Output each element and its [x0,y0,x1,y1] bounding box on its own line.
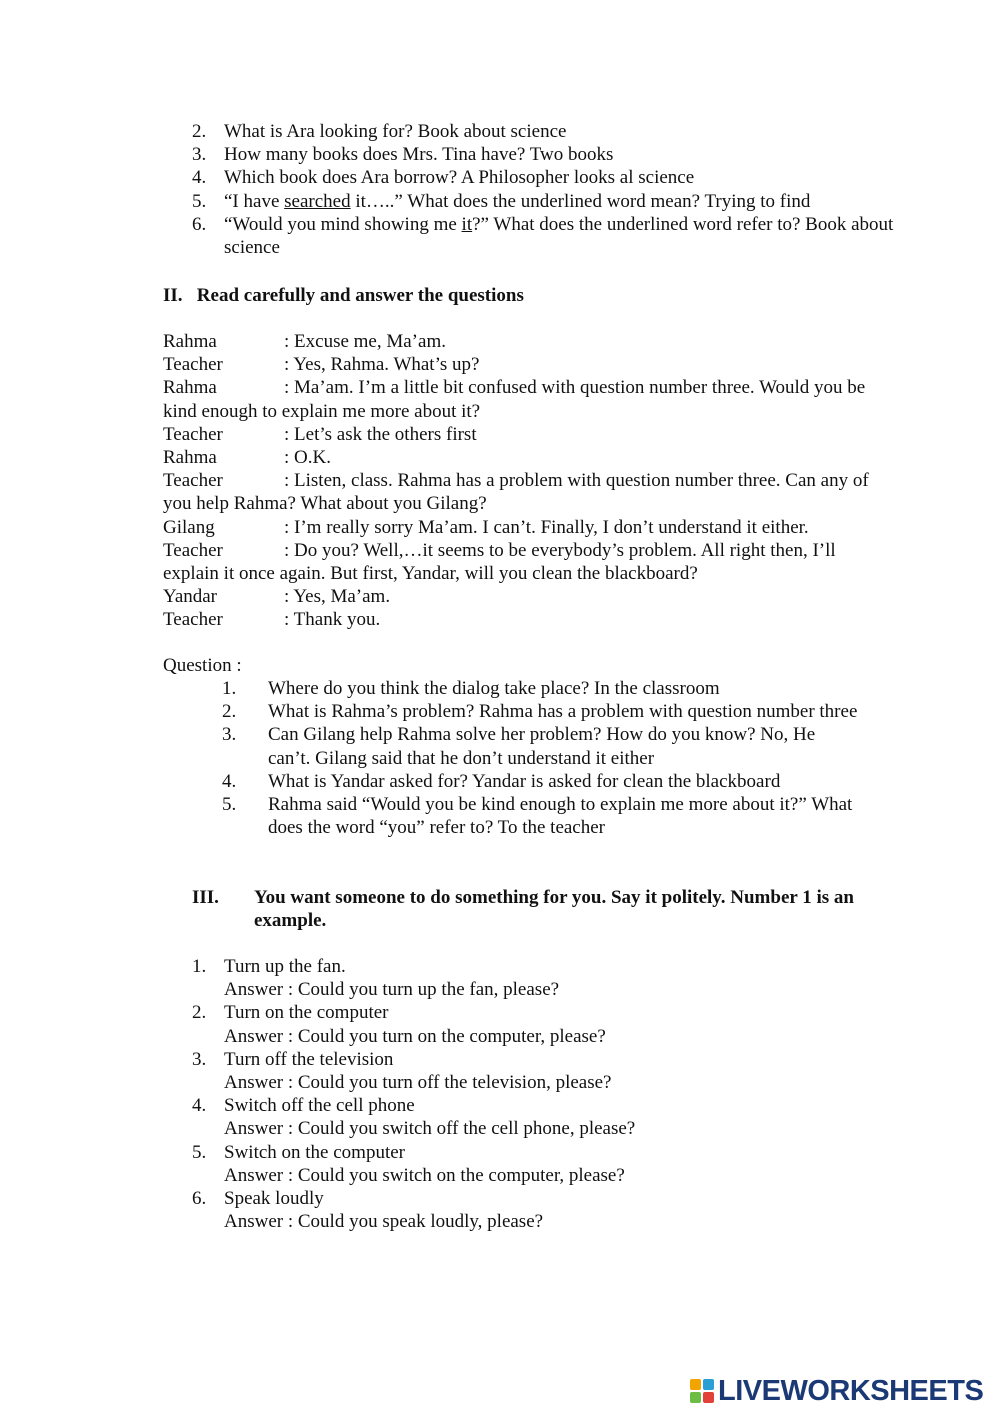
dialog-line [163,608,893,631]
section2-heading [163,284,524,307]
logo-square-4 [703,1392,714,1403]
list-item [222,770,862,793]
dialog-line [163,585,893,608]
logo-square-1 [690,1379,701,1390]
list-item [192,1048,892,1094]
item-number: 5. [192,190,207,212]
list-item [222,793,862,839]
dialog-line [163,516,893,539]
utterance: : O.K. [284,447,331,469]
utterance: : Thank you. [284,609,381,631]
item-number: 5. [222,794,237,816]
utterance: : Let’s ask the others first [284,423,477,445]
item-answer: Answer : Could you turn on the computer, please? [224,1025,606,1047]
section1-list [192,120,912,259]
item-prompt: Turn up the fan. [224,956,346,977]
utterance: : Do you? Well,…it seems to be everybody’s problem. All right then, I’ll explain it once again. But first, Yandar, will you clean the blackboard? [163,539,836,585]
item-number: 5. [192,1141,207,1163]
item-number: 6. [192,1188,207,1210]
item-text-post: ?” What does the underlined word refer to? Book about science [224,213,894,259]
item-number: 3. [192,144,207,166]
item-answer: Answer : Could you switch off the cell phone, please? [224,1118,636,1140]
dialog-line [163,353,893,376]
item-text: Can Gilang help Rahma solve her problem? How do you know? No, He can’t. Gilang said that he don’t understand it either [268,724,816,769]
item-text: What is Ara looking for? Book about science [224,121,567,142]
list-item [192,1094,892,1140]
utterance: : Excuse me, Ma’am. [284,331,446,352]
item-number: 2. [192,1002,207,1024]
dialog-line [163,423,893,446]
logo-icon [690,1379,716,1403]
item-text: Which book does Ara borrow? A Philosopher looks al science [224,167,695,189]
heading-number: III. [192,887,219,908]
dialog-line [163,330,893,353]
item-answer: Answer : Could you turn up the fan, please? [224,979,560,1001]
utterance: : Yes, Rahma. What’s up? [284,354,480,376]
dialog-line [163,446,893,469]
speaker: Yandar [163,586,218,608]
dialog [163,330,893,632]
dialog-line [163,469,893,515]
underlined-word: it [461,213,473,235]
item-prompt: Turn off the television [224,1048,394,1070]
item-text-pre: “Would you mind showing me [224,213,462,235]
heading-text: You want someone to do something for you. Say it politely. Number 1 is an example. [254,887,854,932]
heading-number: II. [163,285,183,306]
logo-text: LIVEWORKSHEETS [718,1375,984,1407]
section3-heading [192,886,892,932]
speaker: Teacher [163,423,223,445]
item-answer: Answer : Could you turn off the television, please? [224,1072,612,1094]
item-text-post: it…..” What does the underlined word mean? Trying to find [350,190,811,212]
logo-square-3 [690,1392,701,1403]
item-answer: Answer : Could you switch on the computer, please? [224,1164,625,1186]
item-number: 4. [222,770,237,792]
section3-list [192,955,892,1233]
item-number: 4. [192,1095,207,1117]
speaker: Gilang [163,516,215,538]
item-text: What is Rahma’s problem? Rahma has a problem with question number three [268,701,858,723]
item-text: Rahma said “Would you be kind enough to explain me more about it?” What does the word “you” refer to? To the teacher [268,794,853,839]
item-number: 3. [192,1048,207,1070]
list-item [192,955,892,1001]
item-prompt: Speak loudly [224,1188,324,1210]
item-number: 4. [192,167,207,189]
list-item [222,700,862,723]
list-item [192,1001,892,1047]
speaker: Teacher [163,470,223,492]
list-item [222,723,862,769]
list-item [192,1187,892,1233]
item-number: 6. [192,213,207,235]
utterance: : Ma’am. I’m a little bit confused with question number three. Would you be kind enough to explain me more about it? [163,377,866,422]
utterance: : Listen, class. Rahma has a problem with question number three. Can any of you help Rahma? What about you Gilang? [163,470,869,515]
list-item [192,1141,892,1187]
speaker: Rahma [163,447,217,469]
item-prompt: Switch off the cell phone [224,1095,415,1117]
speaker: Teacher [163,609,223,631]
utterance: : Yes, Ma’am. [284,586,391,608]
list-item [222,677,862,700]
list-item [192,143,912,166]
speaker: Rahma [163,377,217,399]
question-label: Question : [163,655,242,676]
item-number: 2. [222,701,237,723]
question-list [222,677,862,839]
item-text: What is Yandar asked for? Yandar is asked for clean the blackboard [268,770,781,792]
item-number: 1. [222,678,237,699]
speaker: Teacher [163,539,223,561]
item-number: 1. [192,956,207,977]
logo-square-2 [703,1379,714,1390]
item-number: 3. [222,724,237,746]
heading-text: Read carefully and answer the questions [196,285,524,306]
item-text: Where do you think the dialog take place? In the classroom [268,678,720,699]
item-text-pre: “I have [224,190,285,212]
utterance: : I’m really sorry Ma’am. I can’t. Finally, I don’t understand it either. [284,516,809,538]
item-prompt: Turn on the computer [224,1002,389,1024]
underlined-word: searched [284,190,351,212]
list-item [192,120,912,143]
speaker: Rahma [163,331,217,352]
item-number: 2. [192,121,207,142]
dialog-line [163,376,893,422]
item-prompt: Switch on the computer [224,1141,405,1163]
list-item [192,213,912,259]
item-answer: Answer : Could you speak loudly, please? [224,1211,544,1233]
list-item [192,190,912,213]
liveworksheets-logo[interactable] [690,1376,990,1406]
item-text: How many books does Mrs. Tina have? Two books [224,144,614,166]
speaker: Teacher [163,354,223,376]
list-item [192,166,912,189]
dialog-line [163,539,893,585]
